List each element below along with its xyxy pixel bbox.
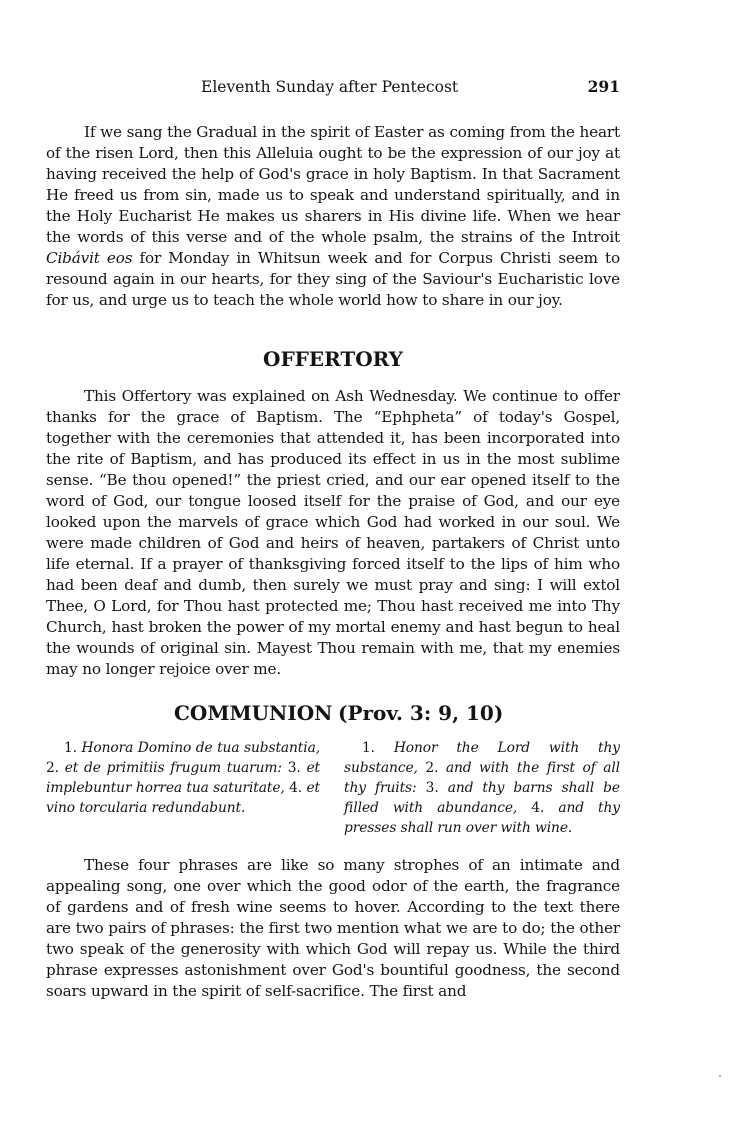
latin-phrase: et de primitiis frugum tuarum: (64, 760, 282, 776)
communion-reference: (Prov. 3: 9, 10) (338, 701, 504, 725)
latin-phrase: Honora Domino de tua substantia, (81, 740, 320, 756)
alleluia-text-part1: If we sang the Gradual in the spirit of Easter as coming from the heart of the risen Lord, then this Alleluia ought to be the expression of our joy at having received the help of God's grace in holy Baptism. In that Sacrament He freed us from sin, made us to speak and understand spiritually, and in the Holy Eucharist He makes us sharers in His divine life. When we hear the words of this verse and of the whole psalm, the strains of the Introit (46, 123, 620, 246)
offertory-text: This Offertory was explained on Ash Wednesday. We continue to offer thanks for the grace of Baptism. The “Ephpheta” of today's Gospel, together with the ceremonies that attended it, has been incorporated into the rite of Baptism, and has produced its effect in us in the most sublime sense. “Be thou opened!” the priest cried, and our ear opened itself to the word of God, our tongue loosed itself for the praise of God, and our eye looked upon the marvels of grace which God had worked in our soul. We were made children of God and heirs of heaven, partakers of Christ unto life eternal. If a prayer of thanksgiving forced itself to the lips of him who had been deaf and dumb, then surely we must pray and sing: I will extol Thee, O Lord, for Thou hast protected me; Thou hast received me into Thy Church, hast broken the power of my mortal enemy and hast begun to heal the wounds of original sin. Mayest Thou remain with me, that my enemies may no longer rejoice over me. (46, 387, 620, 678)
introit-title: Cibávit eos (46, 249, 133, 267)
communion-english-column: 1. Honor the Lord with thy substance, 2. and with the first of all thy fruits: 3. and thy barns shall be filled with abundance, 4. and thy presses shall run over with wine. (344, 740, 620, 836)
english-phrase: Honor the Lord with thy substance, (344, 740, 620, 776)
offertory-heading: OFFERTORY (263, 347, 403, 371)
page-number: 291 (587, 77, 620, 96)
english-phrase: and thy presses shall run over with wine. (344, 800, 620, 836)
communion-commentary-paragraph (46, 855, 620, 1002)
running-title: Eleventh Sunday after Pentecost (201, 78, 459, 96)
latin-phrase: et implebuntur horrea tua saturitate, (46, 760, 320, 796)
alleluia-text-part2: for Monday in Whitsun week and for Corpus Christi seem to resound again in our hearts, for they sing of the Saviour's Eucharistic love for us, and urge us to teach the whole world how to share in our joy. (46, 249, 620, 309)
offertory-paragraph (46, 386, 620, 680)
english-phrase: and thy barns shall be filled with abundance, (344, 780, 620, 816)
latin-phrase: et vino torcularia redundabunt. (46, 780, 320, 816)
alleluia-commentary-paragraph (46, 122, 620, 311)
running-head (46, 77, 620, 97)
communion-commentary-text: These four phrases are like so many strophes of an intimate and appealing song, one over which the good odor of the earth, the fragrance of gardens and of fresh wine seems to hover. According to the text there are two pairs of phrases: the first two mention what we are to do; the other two speak of the generosity with which God will repay us. While the third phrase expresses astonishment over God's bountiful goodness, the second soars upward in the spirit of self-sacrifice. The first and (46, 856, 620, 1000)
english-phrase: and with the first of all thy fruits: (344, 760, 620, 796)
communion-latin-column: 1. Honora Domino de tua substantia, 2. et de primitiis frugum tuarum: 3. et implebuntur horrea tua saturitate, 4. et vino torcularia redundabunt. (46, 740, 320, 816)
communion-title: COMMUNION (174, 701, 333, 725)
scan-speck (719, 1075, 721, 1077)
